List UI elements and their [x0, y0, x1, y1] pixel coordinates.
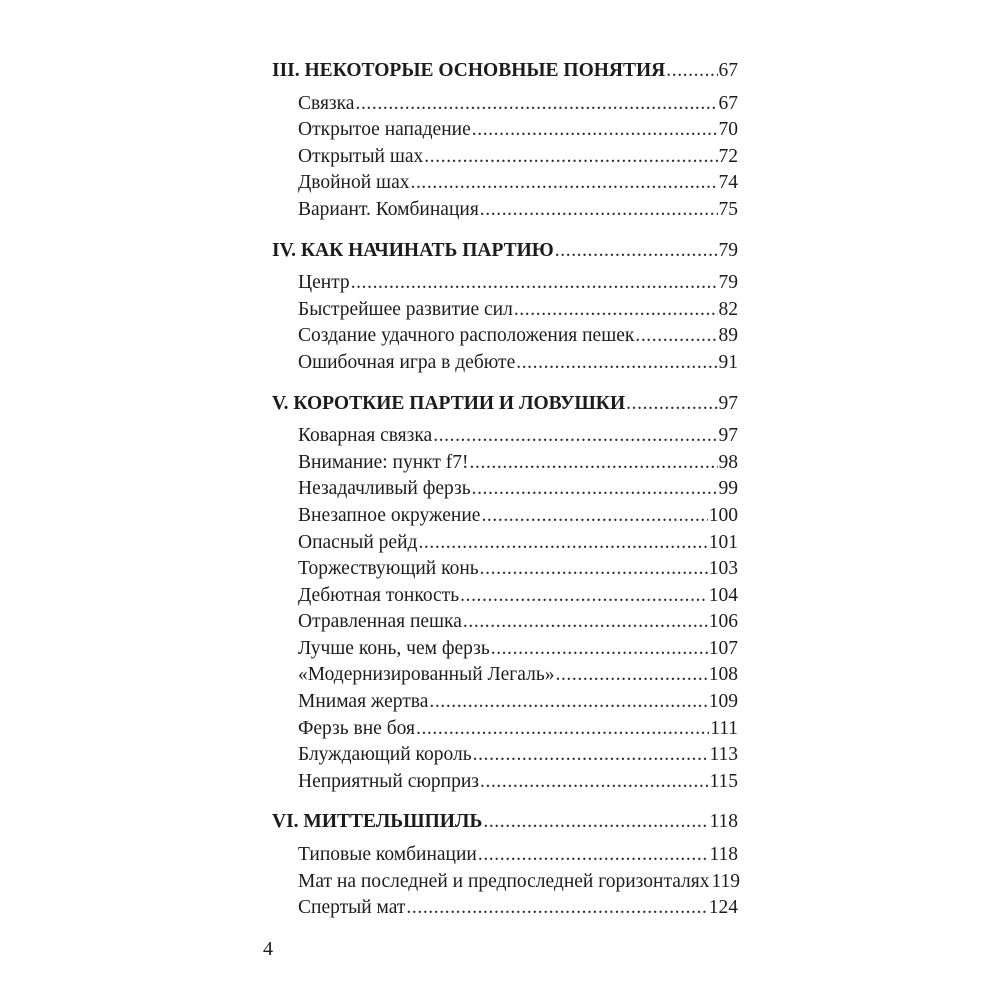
toc-entry-page: 67	[718, 92, 738, 114]
toc-entry-page: 107	[708, 637, 738, 659]
toc-subsection-entry	[272, 450, 738, 477]
toc-subsection-entry	[272, 530, 738, 557]
toc-entry-page: 115	[709, 770, 738, 792]
dot-leader	[514, 297, 718, 324]
toc-entry-title: IV. КАК НАЧИНАТЬ ПАРТИЮ	[272, 239, 554, 261]
toc-section-entry	[272, 58, 738, 85]
toc-entry-page: 109	[708, 691, 738, 713]
dot-leader	[472, 117, 718, 144]
toc-entry-title: Мат на последней и предпоследней горизонталях	[298, 870, 710, 892]
toc-subsection-entry	[272, 117, 738, 144]
dot-leader	[406, 895, 707, 922]
toc-entry-title: Отравленная пешка	[298, 611, 462, 633]
toc-entry-page: 99	[718, 478, 738, 500]
toc-entry-page: 97	[718, 392, 738, 414]
toc-entry-page: 124	[708, 897, 738, 919]
dot-leader	[555, 238, 718, 265]
toc-subsection-entry	[272, 170, 738, 197]
toc-entry-title: Ферзь вне боя	[298, 717, 415, 739]
dot-leader	[516, 350, 717, 377]
toc-subsection-entry	[272, 323, 738, 350]
toc-entry-title: Опасный рейд	[298, 531, 418, 553]
toc-entry-page: 108	[708, 664, 738, 686]
dot-leader	[480, 556, 708, 583]
toc-subsection-entry	[272, 609, 738, 636]
toc-entry-page: 104	[708, 584, 738, 606]
toc-subsection-entry	[272, 869, 741, 896]
toc-entry-page: 106	[708, 611, 738, 633]
toc-subsection-entry	[272, 689, 738, 716]
toc-subsection-entry	[272, 583, 738, 610]
toc-section-entry	[272, 238, 738, 265]
toc-entry-title: Быстрейшее развитие сил	[298, 298, 513, 320]
toc-entry-page: 91	[718, 351, 738, 373]
dot-leader	[418, 530, 707, 557]
toc-entry-title: Блуждающий король	[298, 744, 472, 766]
toc-entry-page: 100	[708, 504, 738, 526]
toc-entry-title: V. КОРОТКИЕ ПАРТИИ И ЛОВУШКИ	[272, 392, 626, 414]
toc-entry-title: Дебютная тонкость	[298, 584, 460, 606]
dot-leader	[410, 170, 717, 197]
toc-entry-title: Вариант. Комбинация	[298, 198, 479, 220]
toc-entry-page: 79	[718, 272, 738, 294]
toc-entry-title: Открытый шах	[298, 145, 424, 167]
toc-entry-title: Внимание: пункт f7!	[298, 451, 469, 473]
toc-entry-page: 72	[718, 145, 738, 167]
section-spacer	[272, 224, 738, 238]
toc-entry-page: 103	[708, 558, 738, 580]
toc-entry-title: Открытое нападение	[298, 119, 471, 141]
section-spacer	[272, 377, 738, 391]
toc-entry-title: «Модернизированный Легаль»	[298, 664, 555, 686]
toc-entry-title: VI. МИТТЕЛЬШПИЛЬ	[272, 811, 483, 833]
toc-entry-page: 89	[718, 325, 738, 347]
toc-subsection-entry	[272, 716, 738, 743]
toc-entry-title: Незадачливый ферзь	[298, 478, 471, 500]
toc-entry-page: 75	[718, 198, 738, 220]
dot-leader	[470, 450, 718, 477]
toc-subsection-entry	[272, 350, 738, 377]
toc-subsection-entry	[272, 423, 738, 450]
page-number: 4	[263, 938, 273, 960]
toc-entry-title: Связка	[298, 92, 355, 114]
table-of-contents	[272, 58, 741, 922]
dot-leader	[351, 270, 718, 297]
toc-entry-page: 82	[718, 298, 738, 320]
toc-subsection-entry	[272, 556, 738, 583]
dot-leader	[666, 58, 717, 85]
toc-subsection-entry	[272, 503, 738, 530]
toc-subsection-entry	[272, 270, 738, 297]
dot-leader	[480, 197, 718, 224]
dot-leader	[463, 609, 708, 636]
toc-entry-title: Внезапное окружение	[298, 504, 481, 526]
toc-entry-title: Ошибочная игра в дебюте	[298, 351, 516, 373]
toc-subsection-entry	[272, 842, 738, 869]
toc-entry-page: 119	[711, 870, 741, 892]
toc-entry-page: 98	[718, 451, 738, 473]
dot-leader	[429, 689, 707, 716]
toc-section-entry	[272, 391, 738, 418]
toc-entry-page: 67	[718, 60, 738, 81]
dot-leader	[473, 742, 709, 769]
toc-entry-title: Мнимая жертва	[298, 691, 429, 713]
dot-leader	[355, 91, 717, 118]
dot-leader	[416, 716, 709, 743]
dot-leader	[433, 423, 717, 450]
toc-entry-page: 113	[709, 744, 738, 766]
toc-entry-title: Коварная связка	[298, 425, 433, 447]
dot-leader	[478, 842, 709, 869]
toc-entry-page: 79	[718, 239, 738, 261]
dot-leader	[424, 144, 717, 171]
toc-entry-title: Двойной шах	[298, 172, 410, 194]
toc-entry-title: Торжествующий конь	[298, 558, 479, 580]
toc-entry-page: 74	[718, 172, 738, 194]
toc-subsection-entry	[272, 895, 738, 922]
toc-entry-page: 118	[709, 811, 738, 833]
toc-entry-page: 111	[710, 717, 738, 739]
toc-entry-title: III. НЕКОТОРЫЕ ОСНОВНЫЕ ПОНЯТИЯ	[272, 60, 666, 81]
dot-leader	[481, 503, 707, 530]
dot-leader	[555, 662, 707, 689]
toc-subsection-entry	[272, 297, 738, 324]
toc-subsection-entry	[272, 769, 738, 796]
toc-entry-title: Спертый мат	[298, 897, 406, 919]
dot-leader	[483, 809, 708, 836]
toc-entry-page: 97	[718, 425, 738, 447]
dot-leader	[491, 636, 708, 663]
toc-subsection-entry	[272, 662, 738, 689]
dot-leader	[472, 476, 718, 503]
toc-subsection-entry	[272, 636, 738, 663]
dot-leader	[480, 769, 708, 796]
toc-entry-title: Неприятный сюрприз	[298, 770, 479, 792]
dot-leader	[635, 323, 717, 350]
toc-entry-page: 70	[718, 119, 738, 141]
toc-entry-title: Типовые комбинации	[298, 844, 477, 866]
toc-subsection-entry	[272, 144, 738, 171]
toc-entry-title: Центр	[298, 272, 350, 294]
toc-subsection-entry	[272, 197, 738, 224]
toc-entry-page: 101	[708, 531, 738, 553]
toc-entry-title: Создание удачного расположения пешек	[298, 325, 635, 347]
toc-subsection-entry	[272, 476, 738, 503]
toc-entry-title: Лучше конь, чем ферзь	[298, 637, 490, 659]
toc-subsection-entry	[272, 91, 738, 118]
toc-section-entry	[272, 809, 738, 836]
dot-leader	[460, 583, 708, 610]
section-spacer	[272, 795, 738, 809]
toc-subsection-entry	[272, 742, 738, 769]
dot-leader	[626, 391, 717, 418]
toc-entry-page: 118	[709, 844, 738, 866]
